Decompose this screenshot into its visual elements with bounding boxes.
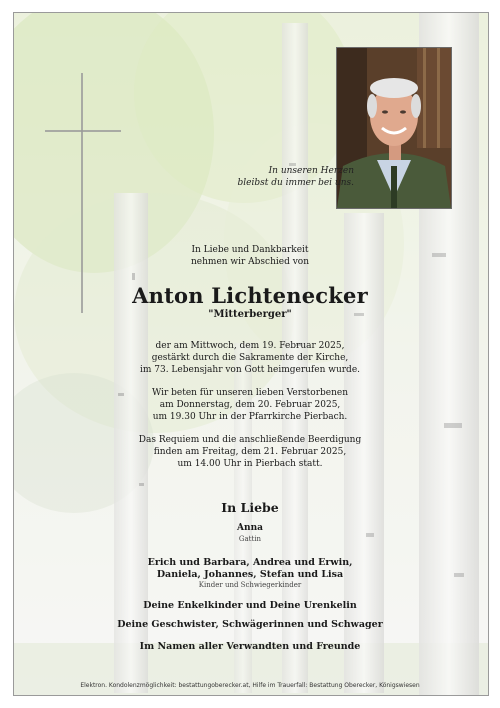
paragraph-line: um 19.30 Uhr in der Pfarrkirche Pierbach. [152, 412, 348, 422]
deceased-nickname: "Mitterberger" [208, 309, 292, 320]
grandchildren-line: Deine Enkelkinder und Deine Urenkelin [143, 600, 357, 611]
in-liebe-heading: In Liebe [221, 500, 279, 515]
intro-text [13, 244, 487, 268]
relatives-line: Im Namen aller Verwandten und Freunde [139, 641, 361, 652]
paragraph-line: am Donnerstag, dem 20. Februar 2025, [159, 400, 341, 410]
quote-line: In unseren Herzen [268, 166, 354, 176]
paragraph-line: gestärkt durch die Sakramente der Kirche, [151, 353, 349, 363]
deceased-name: Anton Lichtenecker [132, 283, 368, 308]
cross-vertical-bar [81, 73, 83, 313]
children-role: Kinder und Schwiegerkinder [198, 581, 302, 589]
cross-horizontal-bar [45, 130, 121, 132]
paragraph-line: der am Mittwoch, dem 19. Februar 2025, [155, 341, 345, 351]
intro-line: nehmen wir Abschied von [190, 257, 310, 267]
funeral-paragraph [13, 434, 487, 470]
footer-contact: Elektron. Kondolenzmöglichkeit: bestattungoberecker.at, Hilfe im Trauerfall: Bestattung Oberecker, Königswiesen [80, 682, 420, 689]
intro-line: In Liebe und Dankbarkeit [191, 245, 309, 255]
paragraph-line: um 14.00 Uhr in Pierbach statt. [177, 459, 323, 469]
children-line: Erich und Barbara, Andrea und Erwin, [147, 557, 353, 568]
prayer-paragraph [13, 387, 487, 423]
quote-line: bleibst du immer bei uns. [237, 178, 354, 188]
wife-role: Gattin [238, 535, 262, 543]
paragraph-line: Das Requiem und die anschließende Beerdigung [138, 435, 362, 445]
children-line: Daniela, Johannes, Stefan und Lisa [156, 569, 344, 580]
paragraph-line: finden am Freitag, dem 21. Februar 2025, [153, 447, 347, 457]
death-notice-paragraph [13, 340, 487, 376]
paragraph-line: Wir beten für unseren lieben Verstorbenen [151, 388, 349, 398]
wife-name: Anna [237, 523, 263, 533]
children-names [13, 557, 487, 581]
siblings-line: Deine Geschwister, Schwägerinnen und Schwager [117, 619, 383, 630]
paragraph-line: im 73. Lebensjahr von Gott heimgerufen wurde. [139, 365, 361, 375]
memorial-quote [190, 165, 354, 189]
